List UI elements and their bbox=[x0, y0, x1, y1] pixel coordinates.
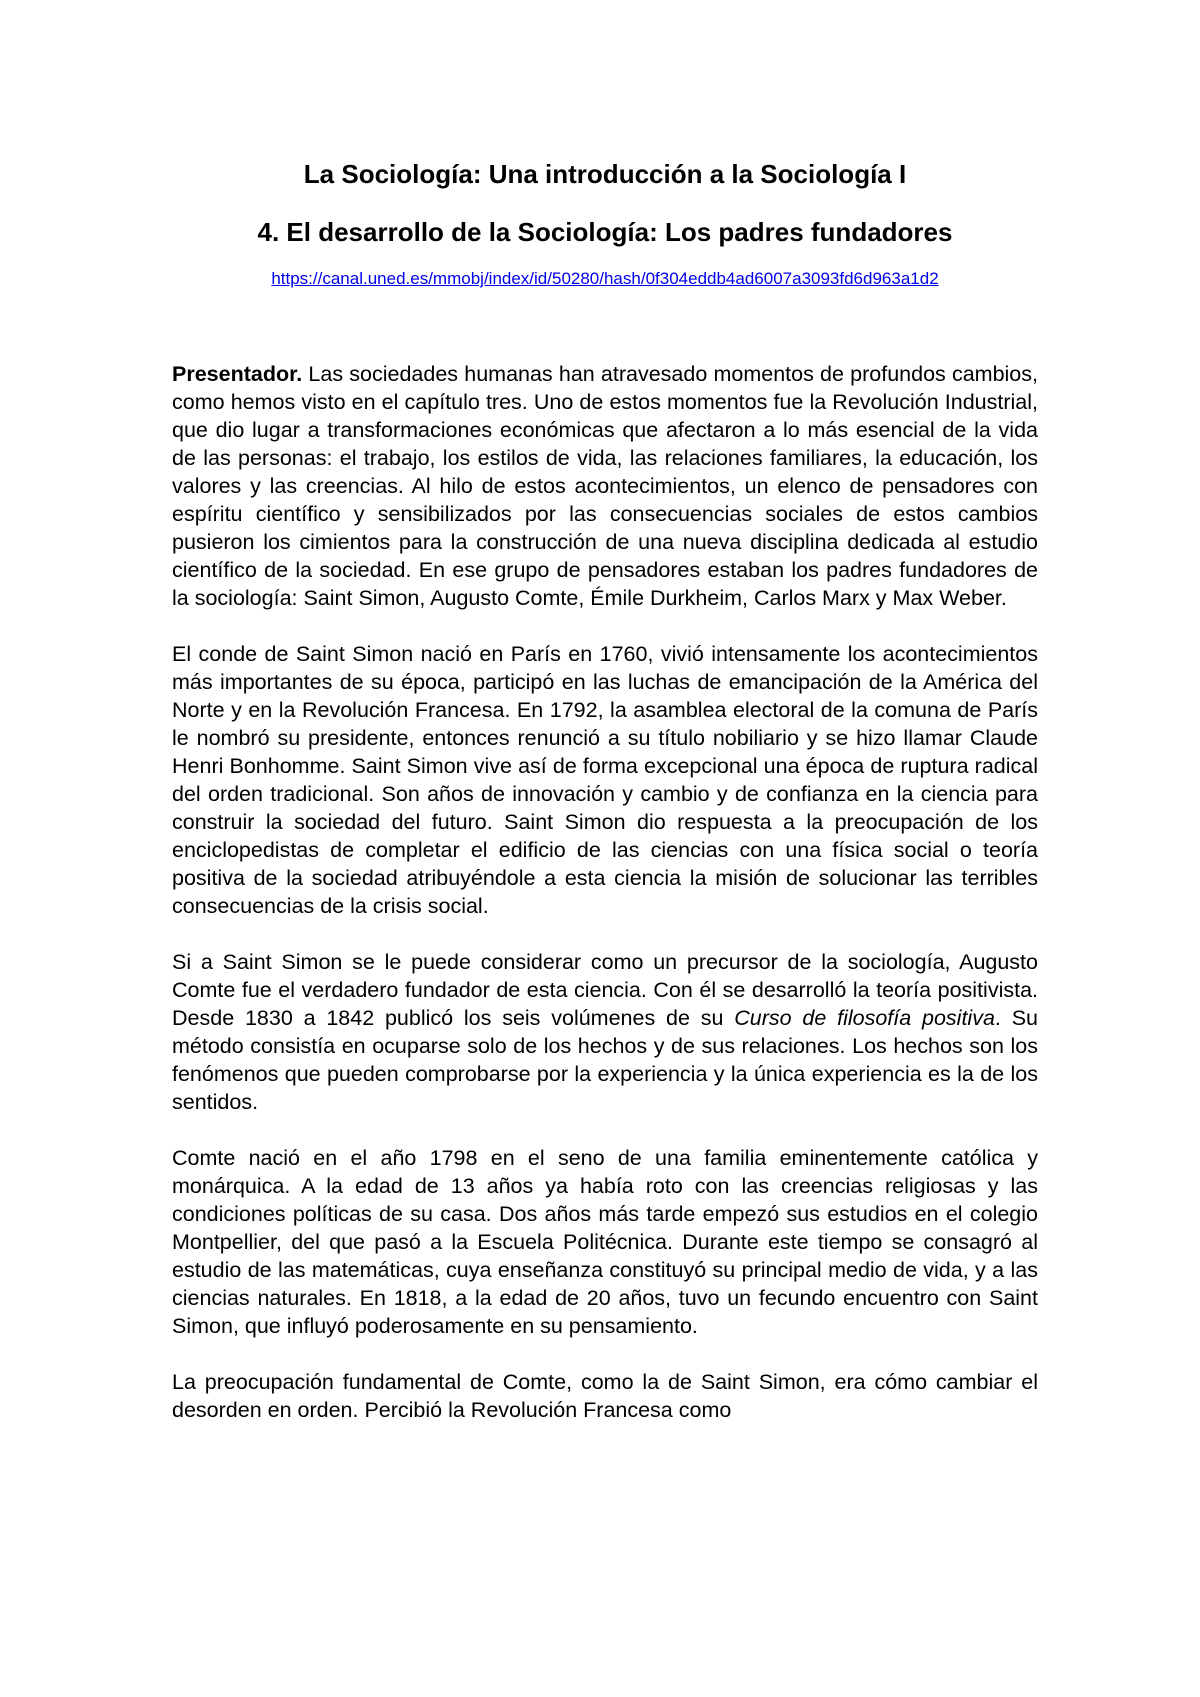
document-link-container bbox=[172, 268, 1038, 290]
document-page bbox=[172, 150, 1038, 1452]
paragraph-comte-biography bbox=[172, 1144, 1038, 1340]
paragraph-text: Comte nació en el año 1798 en el seno de una familia eminentemente católica y monárquica. A la edad de 13 años ya había roto con las creencias religiosas y las condiciones políticas de su casa. Dos años más tarde empezó sus estudios en el colegio Montpellier, del que pasó a la Escuela Politécnica. Durante este tiempo se consagró al estudio de las matemáticas, cuya enseñanza constituyó su principal medio de vida, y a las ciencias naturales. En 1818, a la edad de 20 años, tuvo un fecundo encuentro con Saint Simon, que influyó poderosamente en su pensamiento. bbox=[172, 1146, 1038, 1338]
paragraph-comte-concern bbox=[172, 1368, 1038, 1424]
paragraph-text: Si a Saint Simon se le puede considerar como un precursor de la sociología, Augusto Comte fue el verdadero fundador de esta ciencia. Con él se desarrolló la teoría positivista. Desde 1830 a 1842 publicó los seis volúmenes de su bbox=[172, 950, 1038, 1030]
document-link[interactable]: https://canal.uned.es/mmobj/index/id/50280/hash/0f304eddb4ad6007a3093fd6d963a1d2 bbox=[271, 269, 939, 288]
paragraph-text: Las sociedades humanas han atravesado momentos de profundos cambios, como hemos visto en el capítulo tres. Uno de estos momentos fue la Revolución Industrial, que dio lugar a transformaciones económicas que afectaron a lo más esencial de la vida de las personas: el trabajo, los estilos de vida, las relaciones familiares, la educación, los valores y las creencias. Al hilo de estos acontecimientos, un elenco de pensadores con espíritu científico y sensibilizados por las consecuencias sociales de estos cambios pusieron los cimientos para la construcción de una nueva disciplina dedicada al estudio científico de la sociedad. En ese grupo de pensadores estaban los padres fundadores de la sociología: Saint Simon, Augusto Comte, Émile Durkheim, Carlos Marx y Max Weber. bbox=[172, 362, 1038, 610]
paragraph-saint-simon bbox=[172, 640, 1038, 920]
paragraph-text: La preocupación fundamental de Comte, como la de Saint Simon, era cómo cambiar el desorden en orden. Percibió la Revolución Francesa como bbox=[172, 1370, 1038, 1422]
document-subtitle: 4. El desarrollo de la Sociología: Los padres fundadores bbox=[257, 217, 953, 247]
book-title: Curso de filosofía positiva bbox=[734, 1006, 995, 1030]
paragraph-lead: Presentador. bbox=[172, 362, 303, 386]
paragraph-text: . Su método consistía en ocuparse solo de los hechos y de sus relaciones. Los hechos son los fenómenos que pueden comprobarse por la experiencia y la única experiencia es la de los sentidos. bbox=[172, 1006, 1038, 1114]
paragraph-text: El conde de Saint Simon nació en París en 1760, vivió intensamente los acontecimientos más importantes de su época, participó en las luchas de emancipación de la América del Norte y en la Revolución Francesa. En 1792, la asamblea electoral de la comuna de París le nombró su presidente, entonces renunció a su título nobiliario y se hizo llamar Claude Henri Bonhomme. Saint Simon vive así de forma excepcional una época de ruptura radical del orden tradicional. Son años de innovación y cambio y de confianza en la ciencia para construir la sociedad del futuro. Saint Simon dio respuesta a la preocupación de los enciclopedistas de completar el edificio de las ciencias con una física social o teoría positiva de la sociedad atribuyéndole a esta ciencia la misión de solucionar las terribles consecuencias de la crisis social. bbox=[172, 642, 1038, 918]
document-title: La Sociología: Una introducción a la Sociología I bbox=[303, 159, 907, 189]
paragraph-comte-founder bbox=[172, 948, 1038, 1116]
paragraph-presenter bbox=[172, 360, 1038, 612]
